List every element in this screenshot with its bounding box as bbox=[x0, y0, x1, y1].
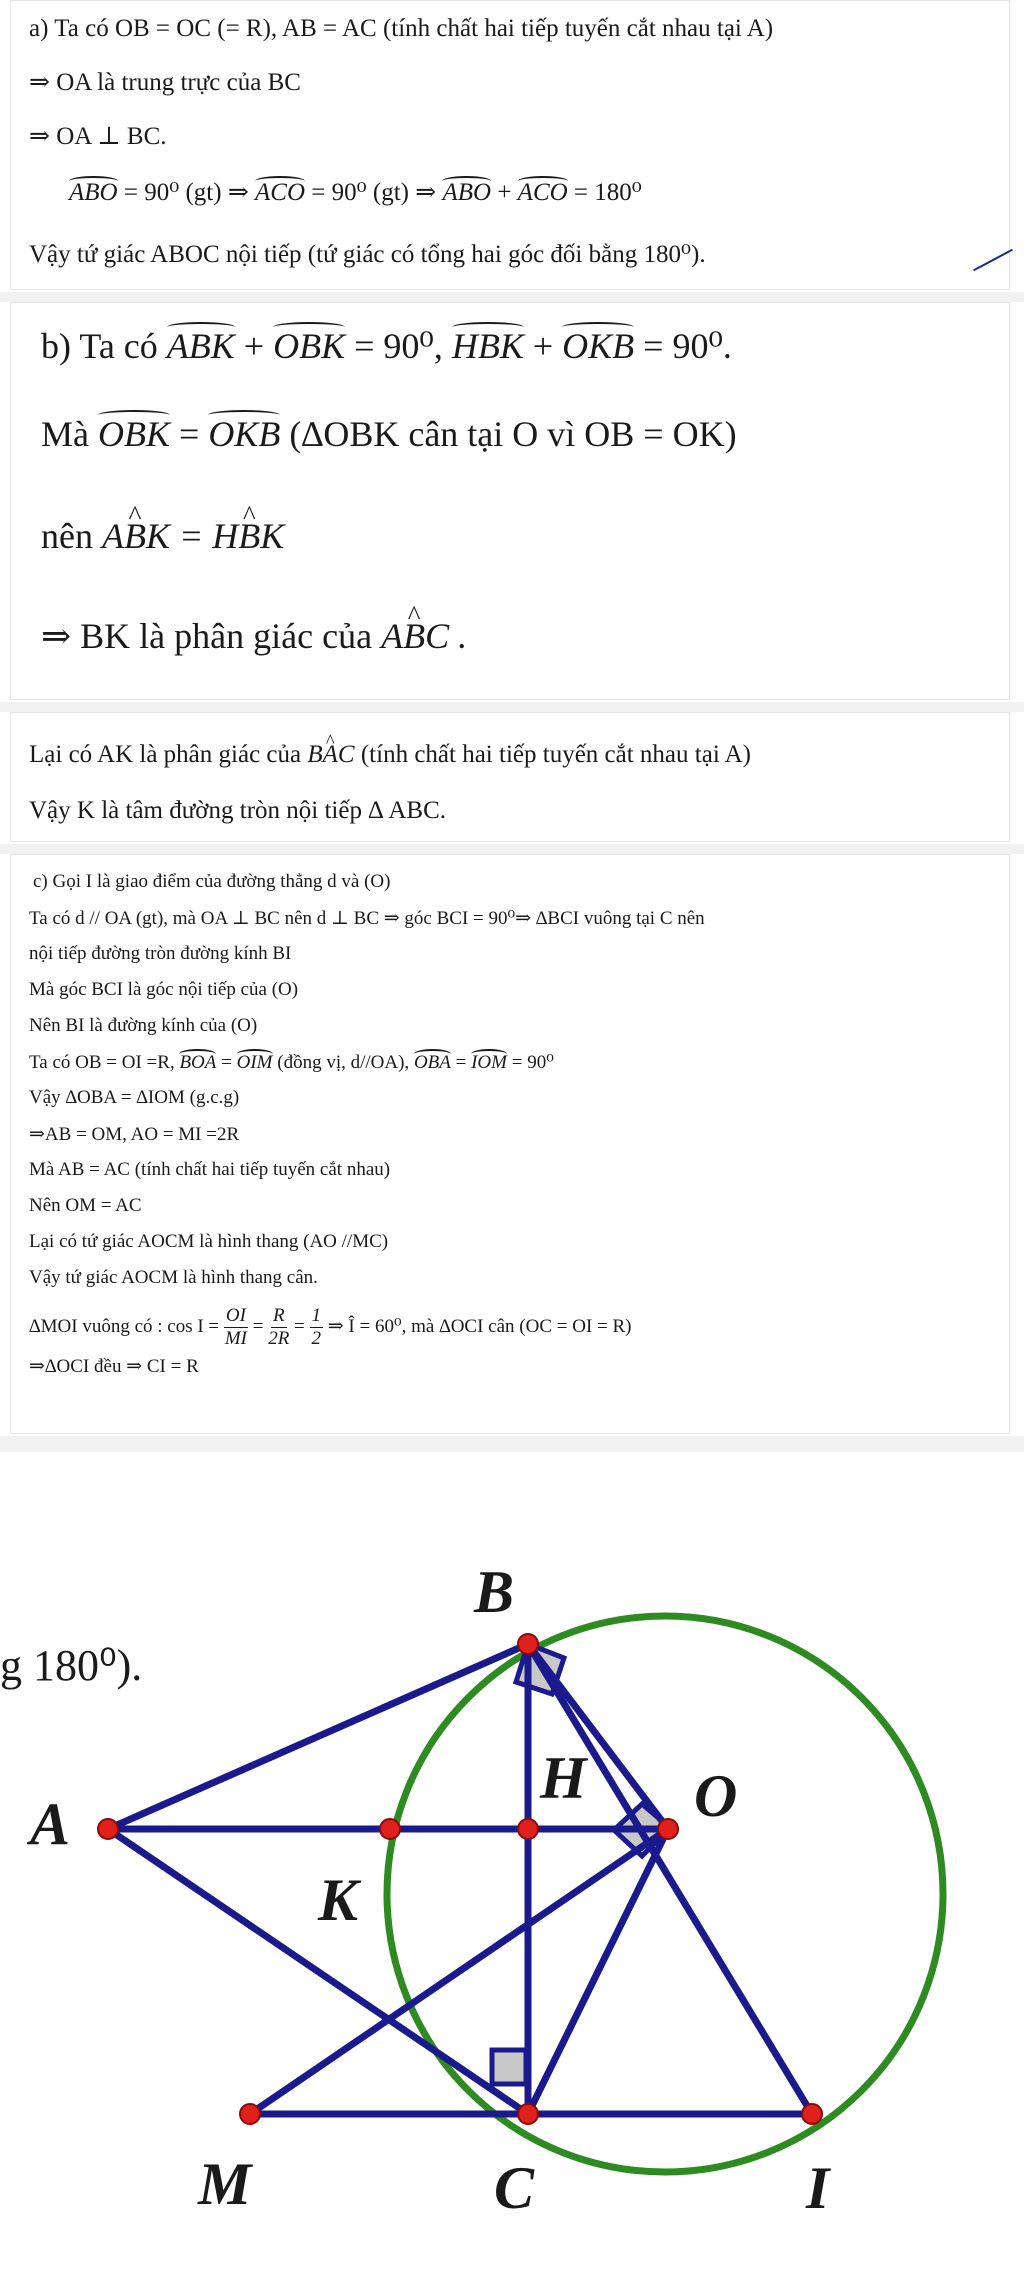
label-k: K bbox=[318, 1867, 359, 1933]
angle-boa: BOA bbox=[179, 1052, 217, 1073]
point-m bbox=[240, 2104, 260, 2124]
part-c-line-2: Ta có d // OA (gt), mà OA ⊥ BC nên d ⊥ BC ⇒ góc BCI = 90⁰⇒ ∆BCI vuông tại C nên bbox=[29, 908, 705, 929]
letter-a-2: A bbox=[381, 616, 404, 656]
cropped-fragment: g 180⁰). bbox=[0, 1641, 143, 1690]
part-b-line-3 bbox=[41, 515, 284, 557]
part-b-line-2 bbox=[41, 413, 737, 455]
part-c-line-1: c) Gọi I là giao điểm của đường thẳng d và (O) bbox=[33, 871, 391, 892]
label-a: A bbox=[30, 1791, 71, 1857]
letter-c-2: C bbox=[337, 741, 355, 768]
separator bbox=[0, 702, 1024, 712]
part-c-line-12: Vậy tứ giác AOCM là hình thang cân. bbox=[29, 1267, 318, 1288]
isosceles-text: (∆OBK cân tại O vì OB = OK) bbox=[289, 414, 737, 454]
point-c bbox=[518, 2104, 538, 2124]
separator bbox=[0, 1436, 1024, 1452]
frac1-den: MI bbox=[224, 1328, 248, 1349]
letter-k: K bbox=[260, 516, 285, 556]
letter-b-hat-2: ^ B bbox=[238, 515, 260, 557]
part-a-line-3: ⇒ OA ⊥ BC. bbox=[29, 123, 167, 150]
frac2-den: 2R bbox=[268, 1328, 290, 1349]
part-a-line-2: ⇒ OA là trung trực của BC bbox=[29, 69, 301, 96]
frac3-den: 2 bbox=[311, 1328, 322, 1349]
ma-text: Mà bbox=[41, 414, 89, 454]
point-i bbox=[802, 2104, 822, 2124]
part-c-line-7: Vậy ∆OBA = ∆IOM (g.c.g) bbox=[29, 1087, 240, 1108]
angle-obk: OBK bbox=[273, 326, 346, 366]
ob-oi-text: Ta có OB = OI =R, bbox=[29, 1052, 175, 1073]
fraction-oi-mi bbox=[224, 1305, 248, 1350]
frac-eq-2: = bbox=[294, 1315, 305, 1337]
frac2-num: R bbox=[272, 1305, 285, 1326]
label-i: I bbox=[806, 2155, 830, 2221]
corresponding-text: (đồng vị, d//OA), bbox=[277, 1052, 410, 1073]
part-c-line-4: Mà góc BCI là góc nội tiếp của (O) bbox=[29, 979, 299, 1000]
nen-text: nên bbox=[41, 516, 93, 556]
eq-180-text: = 180⁰ bbox=[573, 179, 642, 206]
part-c-line-11: Lại có tứ giác AOCM là hình thang (AO //MC) bbox=[29, 1231, 389, 1252]
segment-bi bbox=[528, 1644, 812, 2114]
label-c: C bbox=[494, 2155, 535, 2221]
right-angle-c bbox=[492, 2050, 526, 2084]
angle-abk: ABK bbox=[166, 326, 235, 366]
angle-abk-hat bbox=[102, 516, 284, 556]
point-k bbox=[380, 1819, 400, 1839]
part-b-panel bbox=[10, 302, 1010, 700]
label-o: O bbox=[694, 1763, 738, 1829]
angle-aco: ACO bbox=[255, 179, 306, 206]
angle-abo: ABO bbox=[69, 179, 118, 206]
angle-abc-hat bbox=[381, 616, 467, 656]
figure-panel bbox=[0, 1452, 1024, 2275]
part-a-line-4 bbox=[69, 177, 642, 207]
letter-a-hat: ^ A bbox=[323, 741, 338, 769]
point-o bbox=[658, 1819, 678, 1839]
plus-sign: + bbox=[497, 179, 512, 206]
bisector-intro: Lại có AK là phân giác của bbox=[29, 741, 302, 768]
circle-o bbox=[387, 1616, 943, 2172]
angle-oim: OIM bbox=[236, 1052, 273, 1073]
letter-b-hat-3: ^ B bbox=[403, 615, 425, 657]
part-c-line-5: Nên BI là đường kính của (O) bbox=[29, 1015, 258, 1036]
angle-hbk: HBK bbox=[451, 326, 524, 366]
angle-okb: OKB bbox=[562, 326, 635, 366]
letter-a: A bbox=[101, 516, 124, 556]
frac3-num: 1 bbox=[311, 1305, 322, 1326]
angle-iom: IOM bbox=[471, 1052, 507, 1073]
part-c-line-9: Mà AB = AC (tính chất hai tiếp tuyến cắt nhau) bbox=[29, 1159, 391, 1180]
part-c-line-14: ⇒∆OCI đều ⇒ CI = R bbox=[29, 1356, 199, 1377]
angle-okb-2: OKB bbox=[208, 414, 281, 454]
angle-oba: OBA bbox=[413, 1052, 451, 1073]
label-b: B bbox=[474, 1559, 515, 1625]
segment-ab bbox=[108, 1644, 528, 1829]
eq-sign: = bbox=[179, 414, 200, 454]
part-c-line-3: nội tiếp đường tròn đường kính BI bbox=[29, 943, 292, 964]
label-m: M bbox=[198, 2151, 252, 2217]
fraction-1-2 bbox=[310, 1305, 324, 1350]
letter-b-hat: ^ B bbox=[124, 515, 146, 557]
part-c-line-6 bbox=[29, 1051, 554, 1074]
segment-co bbox=[528, 1829, 668, 2114]
part-b-line-4 bbox=[41, 615, 467, 657]
plus-1: + bbox=[243, 326, 265, 366]
angle-aco-2: ACO bbox=[517, 179, 568, 206]
part-a-line-5: Vậy tứ giác ABOC nội tiếp (tứ giác có tổng hai góc đối bằng 180⁰). bbox=[29, 241, 706, 268]
point-b bbox=[518, 1634, 538, 1654]
letter-b: B bbox=[307, 741, 323, 768]
point-h bbox=[518, 1819, 538, 1839]
frac-eq-1: = bbox=[252, 1315, 264, 1337]
label-h: H bbox=[540, 1745, 587, 1811]
eq-90-text-2: = 90⁰ (gt) ⇒ bbox=[311, 179, 443, 206]
separator bbox=[0, 844, 1024, 854]
angle-abo-2: ABO bbox=[442, 179, 492, 206]
part-k-line-2: Vậy K là tâm đường tròn nội tiếp ∆ ABC. bbox=[29, 797, 447, 824]
eq-90-b: = 90⁰. bbox=[643, 326, 732, 366]
part-c-line-10: Nên OM = AC bbox=[29, 1195, 142, 1216]
part-a-panel bbox=[10, 0, 1010, 290]
part-k-panel bbox=[10, 712, 1010, 842]
part-b-line-1 bbox=[41, 325, 732, 367]
part-c-line-8: ⇒AB = OM, AO = MI =2R bbox=[29, 1124, 240, 1145]
angle-obk-2: OBK bbox=[98, 414, 170, 454]
part-c-panel bbox=[10, 854, 1010, 1434]
eq-2: = bbox=[455, 1052, 467, 1073]
plus-2: + bbox=[532, 326, 554, 366]
part-k-line-1 bbox=[29, 741, 751, 769]
part-c-line-13 bbox=[29, 1305, 631, 1350]
eq-90-text: = 90⁰ (gt) ⇒ bbox=[123, 179, 256, 206]
ta-co-text: b) Ta có bbox=[41, 326, 158, 366]
eq-1: = bbox=[221, 1052, 232, 1073]
frac1-num: OI bbox=[225, 1305, 246, 1326]
tangent-property: (tính chất hai tiếp tuyến cắt nhau tại A) bbox=[360, 741, 752, 768]
part-a-line-1: a) Ta có OB = OC (= R), AB = AC (tính chất hai tiếp tuyến cắt nhau tại A) bbox=[29, 15, 774, 42]
angle-i-60: ⇒ Î = 60⁰ bbox=[327, 1315, 402, 1337]
letter-c: C . bbox=[425, 616, 468, 656]
ocI-isosceles: , mà ∆OCI cân (OC = OI = R) bbox=[401, 1315, 632, 1337]
pen-stroke-mark bbox=[973, 249, 1013, 271]
separator bbox=[0, 292, 1024, 302]
bisector-text: ⇒ BK là phân giác của bbox=[41, 616, 373, 656]
point-a bbox=[98, 1819, 118, 1839]
eq-90-a: = 90⁰, bbox=[354, 326, 443, 366]
eq-90-c: = 90⁰ bbox=[511, 1052, 554, 1073]
k-eq-h: K = H bbox=[145, 516, 239, 556]
cos-text: ∆MOI vuông có : cos I = bbox=[29, 1315, 220, 1337]
angle-bac-hat bbox=[307, 741, 354, 768]
fraction-r-2r bbox=[268, 1305, 289, 1350]
